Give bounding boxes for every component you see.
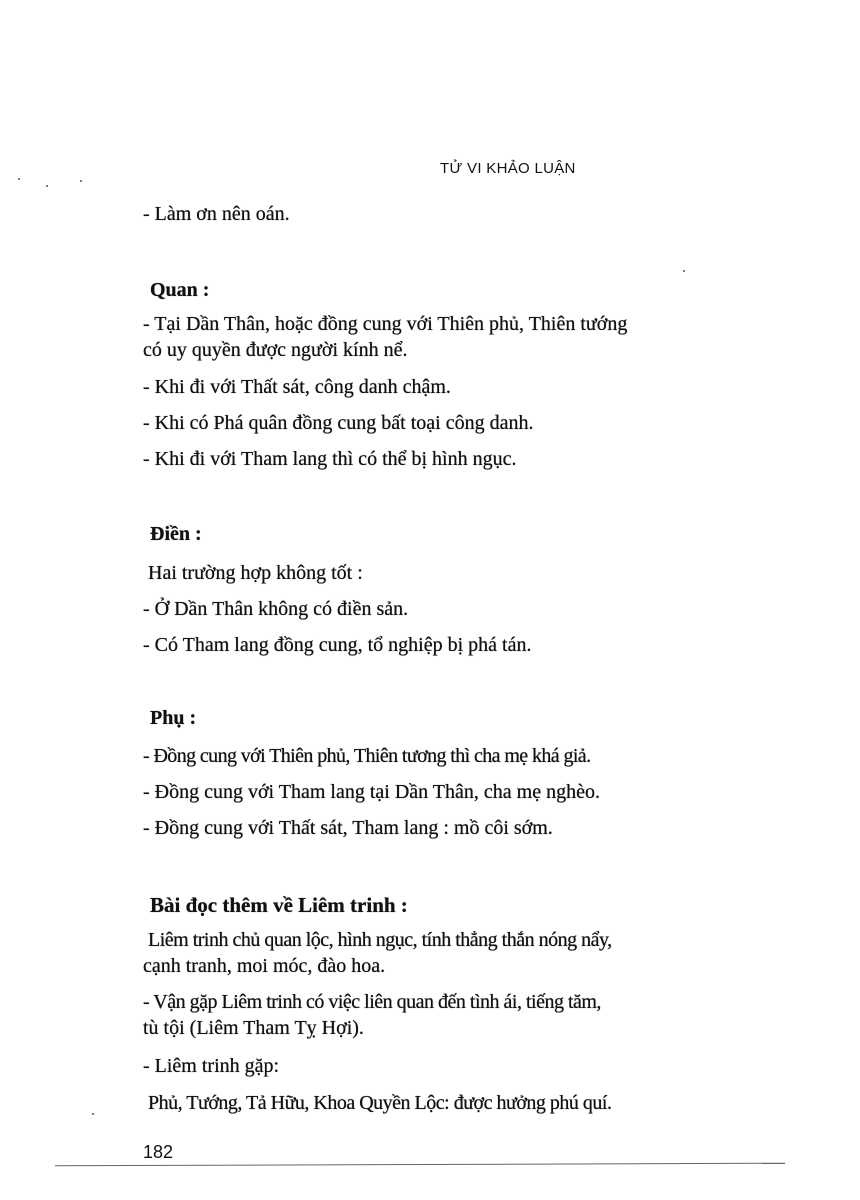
text-line: - Khi đi với Thất sát, công danh chậm.: [143, 376, 451, 398]
scan-speck: [92, 1113, 94, 1115]
text-line: Liêm trinh chủ quan lộc, hình ngục, tính thẳng thắn nóng nẩy,: [148, 929, 612, 951]
running-header: TỬ VI KHẢO LUẬN: [440, 160, 576, 177]
text-line: - Có Tham lang đồng cung, tổ nghiệp bị phá tán.: [143, 634, 532, 656]
text-line: cạnh tranh, moi móc, đào hoa.: [143, 955, 386, 977]
scan-speck: [683, 270, 685, 272]
text-line: tù tội (Liêm Tham Tỵ Hợi).: [143, 1017, 364, 1039]
text-line: Phủ, Tướng, Tả Hữu, Khoa Quyền Lộc: được hưởng phú quí.: [148, 1092, 612, 1114]
heading-quan: Quan :: [150, 279, 210, 301]
heading-bai-doc-them: Bài đọc thêm về Liêm trinh :: [150, 893, 408, 917]
text-line: Hai trường hợp không tốt :: [148, 562, 363, 584]
text-line: có uy quyền được người kính nể.: [143, 339, 408, 361]
heading-phu: Phụ :: [150, 707, 197, 729]
text-line: - Đồng cung với Thiên phủ, Thiên tương thì cha mẹ khá giả.: [143, 745, 591, 767]
heading-dien: Điền :: [150, 523, 202, 545]
text-line: - Khi có Phá quân đồng cung bất toại công danh.: [143, 412, 534, 434]
text-line: - Khi đi với Tham lang thì có thể bị hình ngục.: [143, 448, 517, 470]
text-line: - Đồng cung với Tham lang tại Dần Thân, cha mẹ nghèo.: [143, 781, 600, 803]
text-line: - Liêm trinh gặp:: [143, 1055, 280, 1077]
text-line: - Ở Dần Thân không có điền sản.: [143, 598, 409, 620]
text-line: - Đồng cung với Thất sát, Tham lang : mồ côi sớm.: [143, 817, 553, 839]
text-line: - Tại Dần Thân, hoặc đồng cung với Thiên phủ, Thiên tướng: [143, 313, 628, 335]
intro-line: - Làm ơn nên oán.: [143, 203, 290, 225]
footer-rule: [55, 1163, 785, 1167]
scan-speck: [18, 178, 20, 180]
text-line: - Vận gặp Liêm trinh có việc liên quan đến tình ái, tiếng tăm,: [143, 991, 601, 1013]
scan-speck: [46, 185, 48, 187]
page-number: 182: [143, 1142, 174, 1162]
scan-speck: [80, 180, 82, 182]
